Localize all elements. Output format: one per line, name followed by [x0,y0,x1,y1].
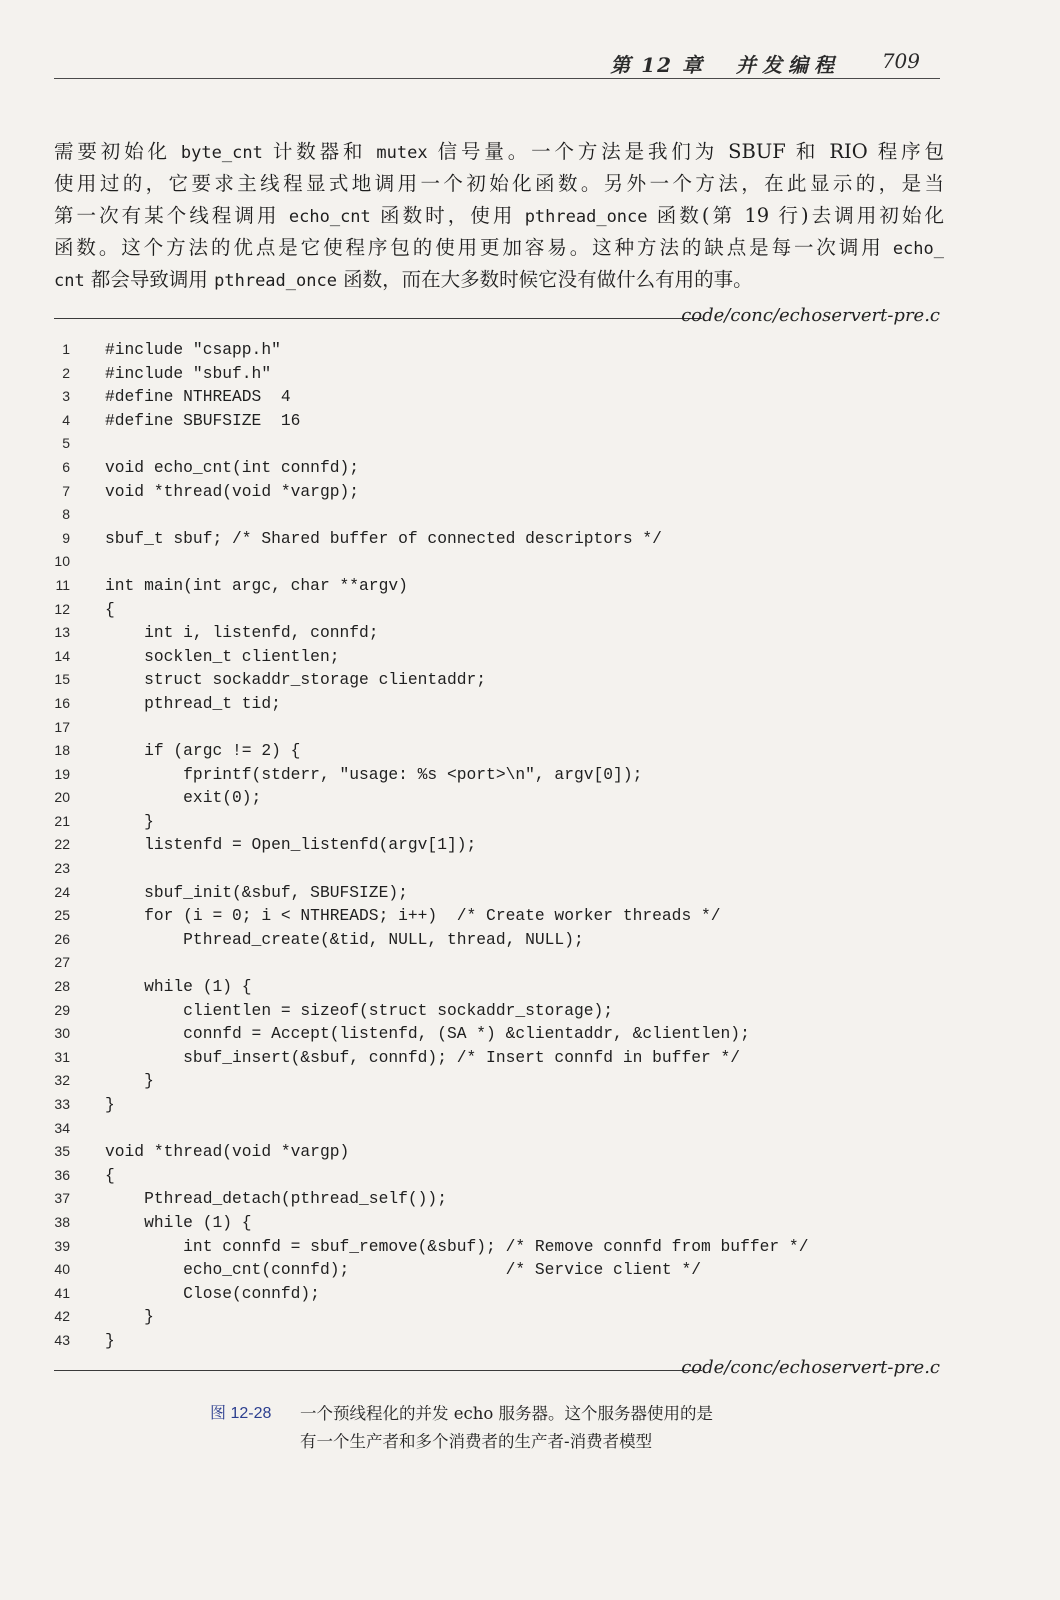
code-text: } [105,1307,154,1327]
code-filename-top: code/conc/echoservert-pre.c [681,305,940,326]
line-number: 18 [54,742,70,759]
line-number: 1 [62,341,70,357]
line-number: 16 [54,694,70,711]
code-line [40,550,940,574]
code-text: echo_cnt(connfd); /* Service client */ [105,1260,701,1280]
code-text: while (1) { [105,1212,252,1232]
line-number: 22 [54,836,70,853]
line-number: 38 [54,1213,70,1230]
page-number: 709 [881,49,920,73]
code-text: Pthread_create(&tid, NULL, thread, NULL); [105,929,584,949]
code-line [40,1140,940,1164]
line-number: 10 [54,553,70,570]
line-number: 31 [54,1048,70,1065]
code-line [40,786,940,810]
line-number: 24 [54,883,70,900]
text-run: 都会导致调用 [84,268,215,291]
code-line [40,904,940,928]
line-number: 40 [54,1261,70,1278]
code-bottom-rule [54,1370,702,1371]
line-number: 25 [54,907,70,924]
intro-line [54,200,944,232]
text-run: 第一次有某个线程调用 [54,204,289,227]
code-text: Close(connfd); [105,1283,320,1303]
code-text: int connfd = sbuf_remove(&sbuf); /* Remove connfd from buffer */ [105,1236,809,1256]
code-text: } [105,811,154,831]
code-text: struct sockaddr_storage clientaddr; [105,670,487,690]
code-text: #define SBUFSIZE 16 [105,410,301,430]
code-text: if (argc != 2) { [105,741,301,761]
inline-code: pthread_once [214,271,337,291]
code-text: } [105,1071,154,1091]
intro-line [54,264,944,296]
code-line [40,527,940,551]
code-text: exit(0); [105,788,262,808]
code-line [40,503,940,527]
code-text: pthread_t tid; [105,693,281,713]
code-line [40,480,940,504]
line-number: 21 [54,812,70,829]
code-line [40,1235,940,1259]
code-text: listenfd = Open_listenfd(argv[1]); [105,835,477,855]
code-text: } [105,1330,115,1350]
code-line [40,833,940,857]
code-text: sbuf_t sbuf; /* Shared buffer of connected descriptors */ [105,528,662,548]
code-line [40,951,940,975]
code-text: sbuf_insert(&sbuf, connfd); /* Insert connfd in buffer */ [105,1047,741,1067]
code-text: connfd = Accept(listenfd, (SA *) &clientaddr, &clientlen); [105,1024,750,1044]
code-line [40,1046,940,1070]
inline-code: mutex [376,143,428,163]
inline-code: byte_cnt [180,143,263,163]
code-line [40,928,940,952]
code-line [40,1305,940,1329]
intro-line [54,232,944,264]
code-line [40,385,940,409]
code-filename-bottom: code/conc/echoservert-pre.c [681,1357,940,1378]
code-line [40,1282,940,1306]
code-text: int i, listenfd, connfd; [105,623,379,643]
line-number: 23 [54,860,70,877]
line-number: 14 [54,647,70,664]
code-line [40,692,940,716]
line-number: 35 [54,1143,70,1160]
code-line [40,432,940,456]
code-line [40,1069,940,1093]
code-text: #include "sbuf.h" [105,363,272,383]
inline-code: echo_cnt [288,207,371,227]
code-top-rule [54,318,702,319]
code-text: void echo_cnt(int connfd); [105,457,360,477]
code-line [40,716,940,740]
code-text: { [105,1165,115,1185]
line-number: 27 [54,954,70,971]
code-line [40,621,940,645]
code-line [40,598,940,622]
line-number: 33 [54,1096,70,1112]
code-text: #define NTHREADS 4 [105,387,291,407]
figure-caption-line: 有一个生产者和多个消费者的生产者-消费者模型 [300,1432,653,1451]
text-run: 函数时，使用 [370,204,525,227]
line-number: 32 [54,1072,70,1089]
code-text: } [105,1095,115,1114]
text-run: 使用过的，它要求主线程显式地调用一个初始化函数。另外一个方法，在此显示的，是当 [54,172,944,195]
line-number: 37 [54,1190,70,1207]
intro-line [54,168,944,200]
code-line [40,409,940,433]
code-line [40,668,940,692]
figure-caption-line: 一个预线程化的并发 echo 服务器。这个服务器使用的是 [300,1404,714,1423]
line-number: 41 [54,1284,70,1301]
code-line [40,1258,940,1282]
code-line [40,999,940,1023]
code-text: int main(int argc, char **argv) [105,575,408,595]
line-number: 17 [54,718,70,735]
code-line [40,1093,940,1117]
text-run: 函数，而在大多数时候它没有做什么有用的事。 [336,268,753,291]
code-text: #include "csapp.h" [105,340,281,359]
line-number: 43 [54,1331,70,1348]
code-text: clientlen = sizeof(struct sockaddr_storage); [105,1000,614,1020]
code-line [40,1164,940,1188]
running-header [54,46,940,79]
code-text: { [105,599,115,619]
line-number: 19 [54,765,70,782]
line-number: 39 [54,1237,70,1254]
line-number: 26 [54,930,70,947]
code-line [40,362,940,386]
code-text: sbuf_init(&sbuf, SBUFSIZE); [105,882,408,902]
code-line [40,881,940,905]
inline-code: echo_ [892,239,944,259]
code-line [40,338,940,362]
line-number: 5 [62,435,70,452]
code-line [40,975,940,999]
figure-caption-text [300,1400,713,1456]
figure-label: 图 12-28 [210,1405,272,1422]
inline-code: cnt [54,271,85,291]
text-run: 需要初始化 [54,140,181,163]
inline-code: pthread_once [524,207,648,227]
text-run: 函数。这个方法的优点是它使程序包的使用更加容易。这种方法的缺点是每一次调用 [54,236,893,259]
code-text: fprintf(stderr, "usage: %s <port>\n", argv[0]); [105,764,643,784]
code-line [40,857,940,881]
code-line [40,1117,940,1141]
code-text: for (i = 0; i < NTHREADS; i++) /* Create worker threads */ [105,906,721,926]
code-line [40,739,940,763]
chapter-label: 第 12 章 [610,53,704,77]
line-number: 20 [54,789,70,806]
code-line [40,574,940,598]
line-number: 34 [54,1119,70,1136]
line-number: 2 [62,364,70,381]
line-number: 11 [55,576,70,593]
code-line [40,456,940,480]
line-number: 29 [54,1001,70,1018]
line-number: 8 [62,506,70,523]
line-number: 15 [54,671,70,688]
line-number: 9 [62,529,70,546]
intro-paragraph [54,136,944,296]
line-number: 6 [62,458,70,475]
code-line [40,763,940,787]
code-text: while (1) { [105,977,252,997]
text-run: 信号量。一个方法是我们为 SBUF 和 RIO 程序包 [427,140,944,163]
line-number: 3 [62,388,70,405]
chapter-title: 并发编程 [736,53,840,77]
intro-line [54,136,944,168]
code-text: void *thread(void *vargp); [105,481,360,501]
line-number: 4 [62,411,70,428]
line-number: 13 [54,624,70,641]
line-number: 30 [54,1025,70,1042]
text-run: 计数器和 [262,140,377,163]
line-number: 12 [54,600,70,617]
line-number: 42 [54,1308,70,1325]
code-text: socklen_t clientlen; [105,646,340,666]
code-line [40,1329,940,1353]
code-line [40,810,940,834]
code-text: Pthread_detach(pthread_self()); [105,1189,447,1209]
code-line [40,1187,940,1211]
code-line [40,645,940,669]
text-run: 函数(第 19 行)去调用初始化 [647,204,945,227]
line-number: 7 [62,482,70,499]
code-line [40,1211,940,1235]
line-number: 28 [54,978,70,995]
code-listing [40,338,940,1353]
code-text: void *thread(void *vargp) [105,1142,350,1162]
code-line [40,1022,940,1046]
line-number: 36 [54,1166,70,1183]
